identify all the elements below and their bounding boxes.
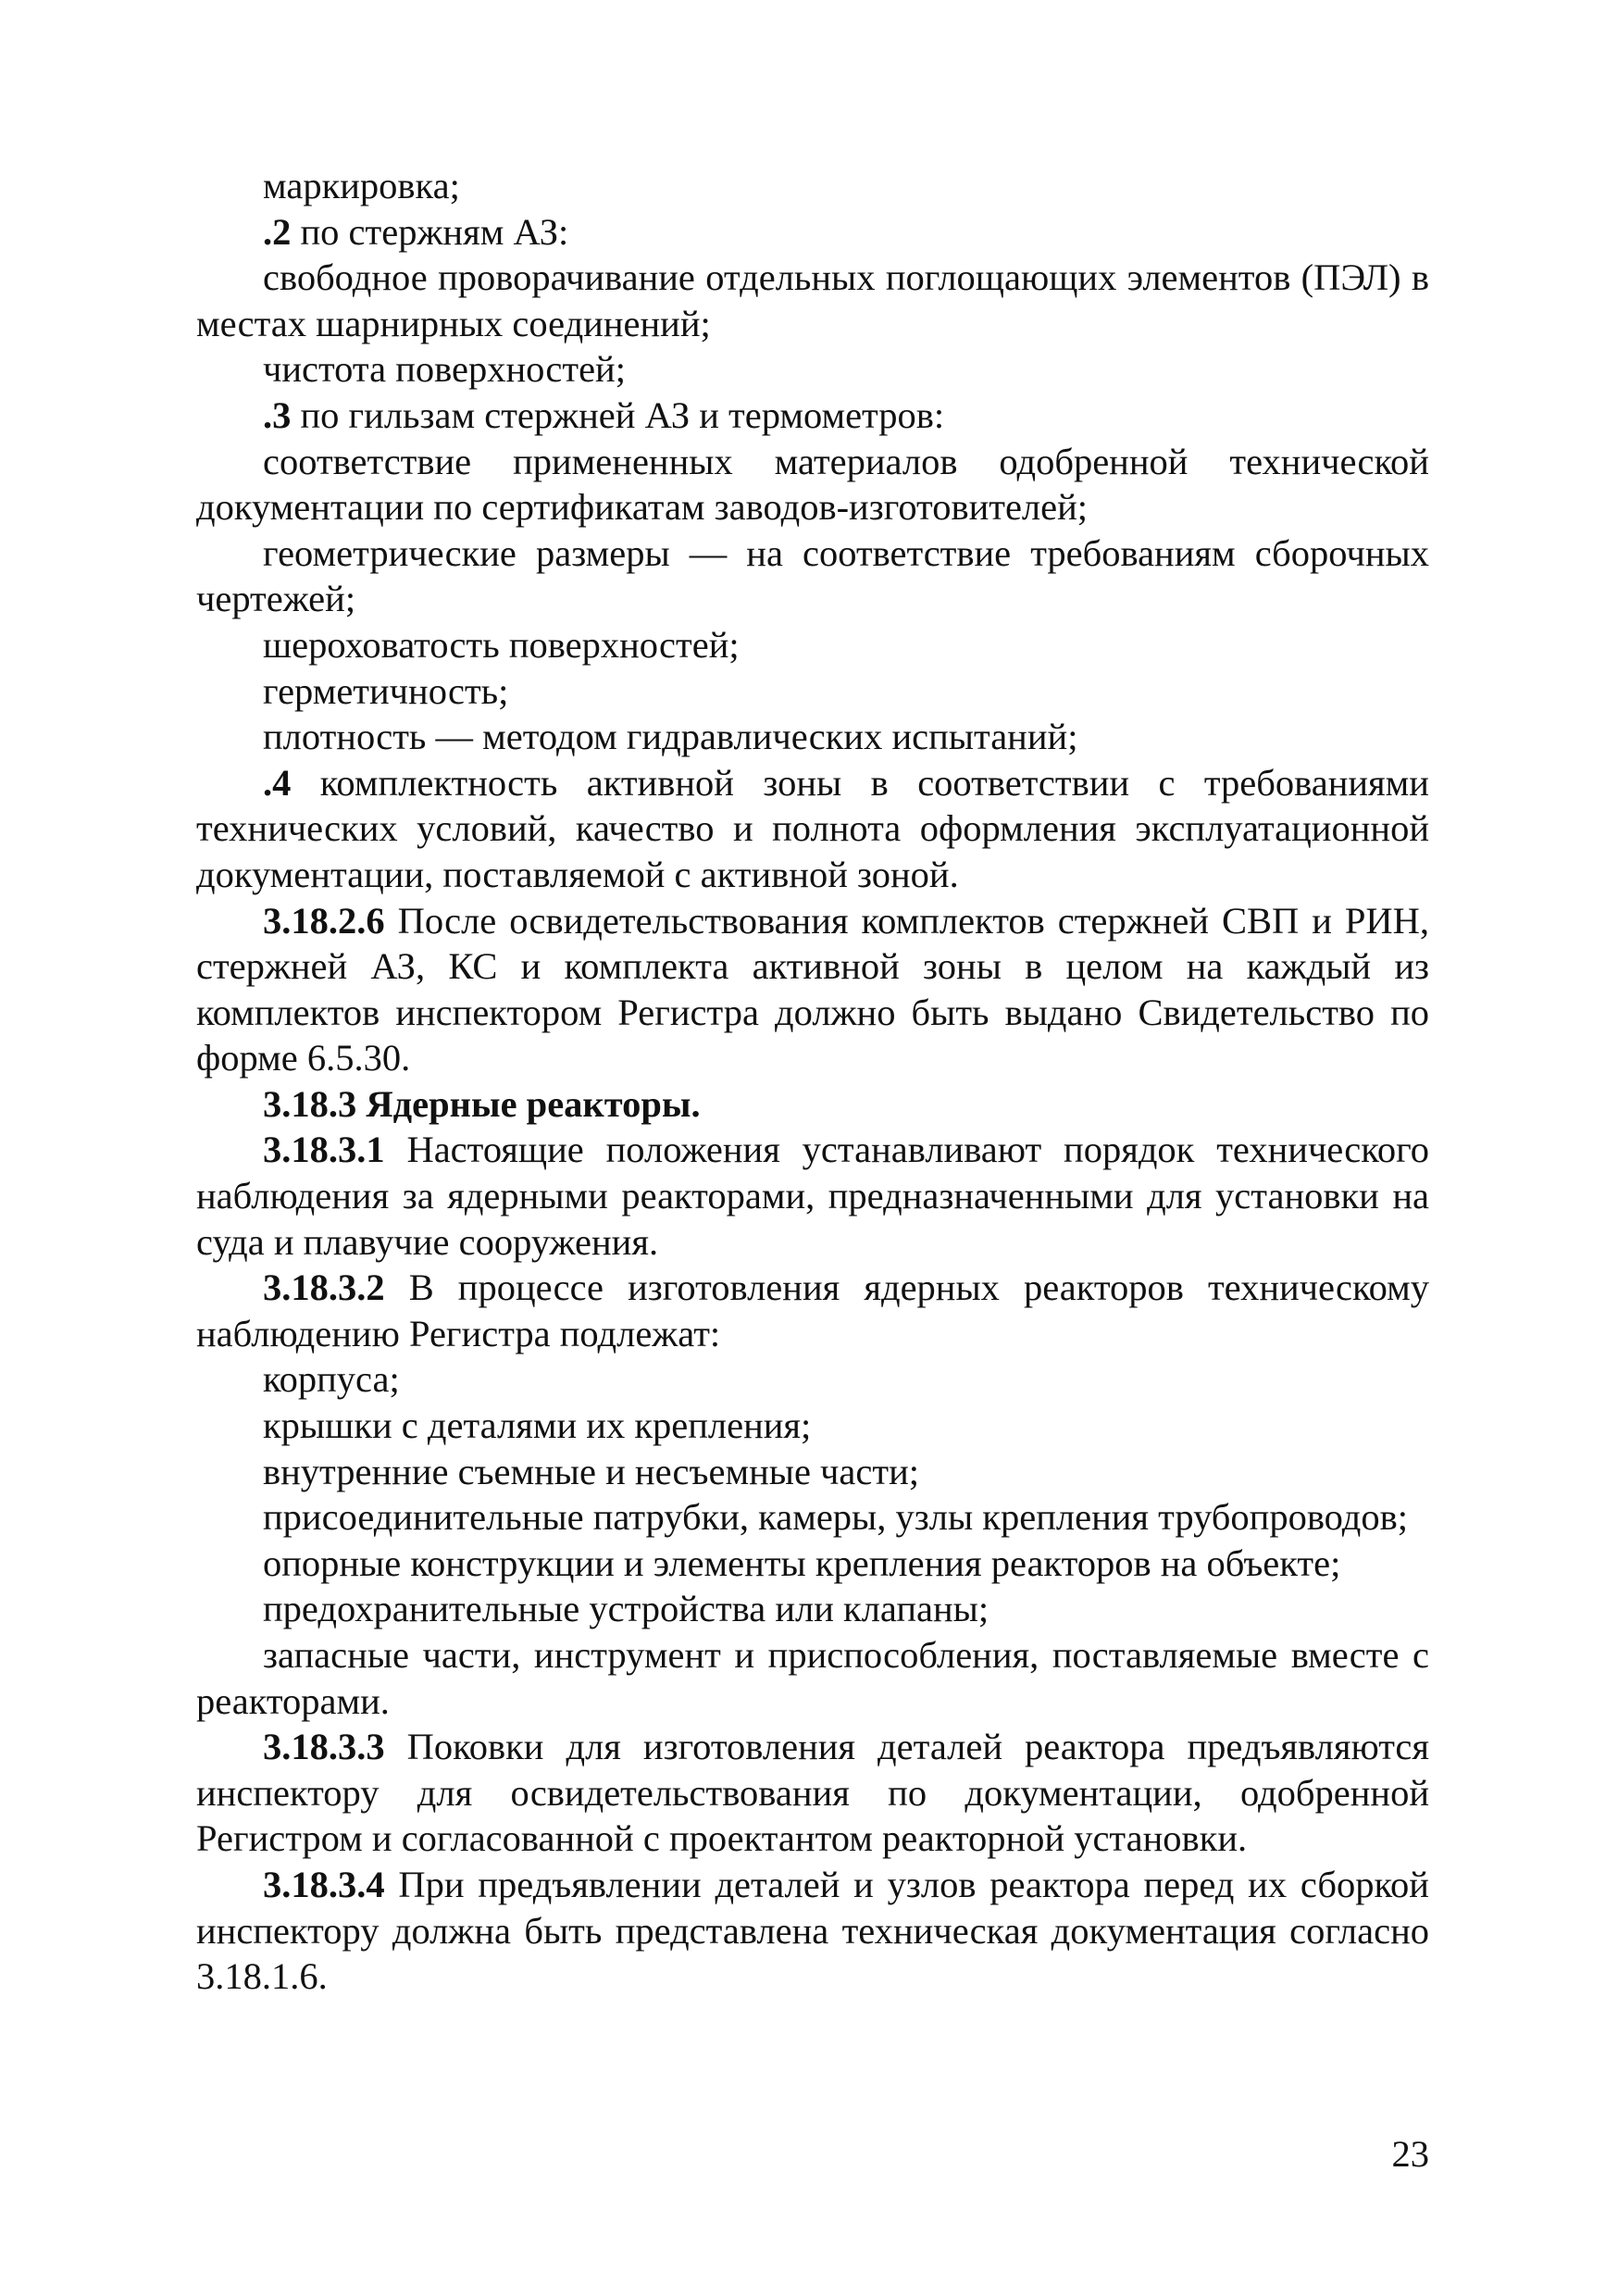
paragraph bbox=[196, 760, 1429, 898]
page-body bbox=[196, 163, 1429, 2000]
item-number: .4 bbox=[263, 761, 292, 804]
paragraph bbox=[196, 622, 1429, 668]
paragraph bbox=[196, 1403, 1429, 1449]
section-number: 3.18.3.1 bbox=[263, 1129, 385, 1171]
section-number: 3.18.2.6 bbox=[263, 899, 385, 942]
paragraph-text: плотность — методом гидравлических испытаний; bbox=[263, 716, 1078, 758]
section-number: 3.18.3.2 bbox=[263, 1267, 385, 1309]
paragraph bbox=[196, 1449, 1429, 1495]
paragraph bbox=[196, 1586, 1429, 1632]
paragraph-text: шероховатость поверхностей; bbox=[263, 623, 740, 666]
paragraph bbox=[196, 898, 1429, 1081]
paragraph bbox=[196, 439, 1429, 530]
paragraph bbox=[196, 393, 1429, 439]
paragraph bbox=[196, 1127, 1429, 1265]
paragraph-text: опорные конструкции и элементы крепления реакторов на объекте; bbox=[263, 1541, 1341, 1584]
paragraph-text: предохранительные устройства или клапаны; bbox=[263, 1588, 989, 1630]
paragraph-text: свободное проворачивание отдельных поглощающих элементов (ПЭЛ) в местах шарнирных соединений; bbox=[196, 256, 1429, 344]
paragraph bbox=[196, 1265, 1429, 1356]
item-number: .3 bbox=[263, 393, 292, 436]
section-number: 3.18.3.4 bbox=[263, 1863, 385, 1905]
paragraph bbox=[196, 530, 1429, 622]
paragraph bbox=[196, 668, 1429, 715]
paragraph-text: присоединительные патрубки, камеры, узлы крепления трубопроводов; bbox=[263, 1496, 1408, 1539]
section-heading bbox=[196, 1081, 1429, 1128]
paragraph bbox=[196, 209, 1429, 256]
paragraph-text: крышки с деталями их крепления; bbox=[263, 1404, 812, 1447]
paragraph bbox=[196, 1541, 1429, 1587]
item-number: .2 bbox=[263, 210, 292, 253]
paragraph-text: чистота поверхностей; bbox=[263, 348, 626, 391]
paragraph-text: внутренние съемные и несъемные части; bbox=[263, 1450, 920, 1492]
paragraph-text: геометрические размеры — на соответствие требованиям сборочных чертежей; bbox=[196, 531, 1429, 620]
paragraph bbox=[196, 1356, 1429, 1403]
paragraph bbox=[196, 255, 1429, 346]
section-heading-text: 3.18.3 Ядерные реакторы. bbox=[263, 1082, 701, 1125]
paragraph-text: соответствие примененных материалов одобренной технической документации по сертификатам заводов-изготовителей; bbox=[196, 440, 1429, 529]
paragraph-text: запасные части, инструмент и приспособления, поставляемые вместе с реакторами. bbox=[196, 1634, 1429, 1722]
paragraph-text: комплектность активной зоны в соответствии с требованиями технических условий, качество и полнота оформления эксплуатационной документации, поставляемой с активной зоной. bbox=[196, 761, 1429, 895]
paragraph-text: Настоящие положения устанавливают порядок технического наблюдения за ядерными реакторами, предназначенными для установки на суда и плавучие сооружения. bbox=[196, 1129, 1429, 1263]
paragraph-text: по стержням АЗ: bbox=[291, 210, 569, 253]
paragraph-text: Поковки для изготовления деталей реактора предъявляются инспектору для освидетельствования по документации, одобренной Регистром и согласованной с проектантом реакторной установки. bbox=[196, 1726, 1429, 1860]
paragraph bbox=[196, 1632, 1429, 1724]
paragraph bbox=[196, 1724, 1429, 1862]
paragraph-text: После освидетельствования комплектов стержней СВП и РИН, стержней АЗ, КС и комплекта активной зоны в целом на каждый из комплектов инспектором Регистра должно быть выдано Свидетельство по форме 6.5.30. bbox=[196, 899, 1429, 1079]
paragraph-text: по гильзам стержней АЗ и термометров: bbox=[291, 393, 945, 436]
paragraph bbox=[196, 1862, 1429, 2000]
paragraph-text: При предъявлении деталей и узлов реактора перед их сборкой инспектору должна быть представлена техническая документация согласно 3.18.1.6. bbox=[196, 1863, 1429, 1998]
paragraph-text: герметичность; bbox=[263, 669, 509, 712]
page-number: 23 bbox=[1391, 2133, 1429, 2175]
paragraph bbox=[196, 714, 1429, 760]
paragraph-text: маркировка; bbox=[263, 165, 460, 206]
section-number: 3.18.3.3 bbox=[263, 1726, 385, 1768]
paragraph bbox=[196, 163, 1429, 209]
paragraph-text: корпуса; bbox=[263, 1358, 400, 1401]
paragraph-text: В процессе изготовления ядерных реакторов техническому наблюдению Регистра подлежат: bbox=[196, 1267, 1429, 1354]
paragraph bbox=[196, 346, 1429, 393]
paragraph bbox=[196, 1494, 1429, 1541]
